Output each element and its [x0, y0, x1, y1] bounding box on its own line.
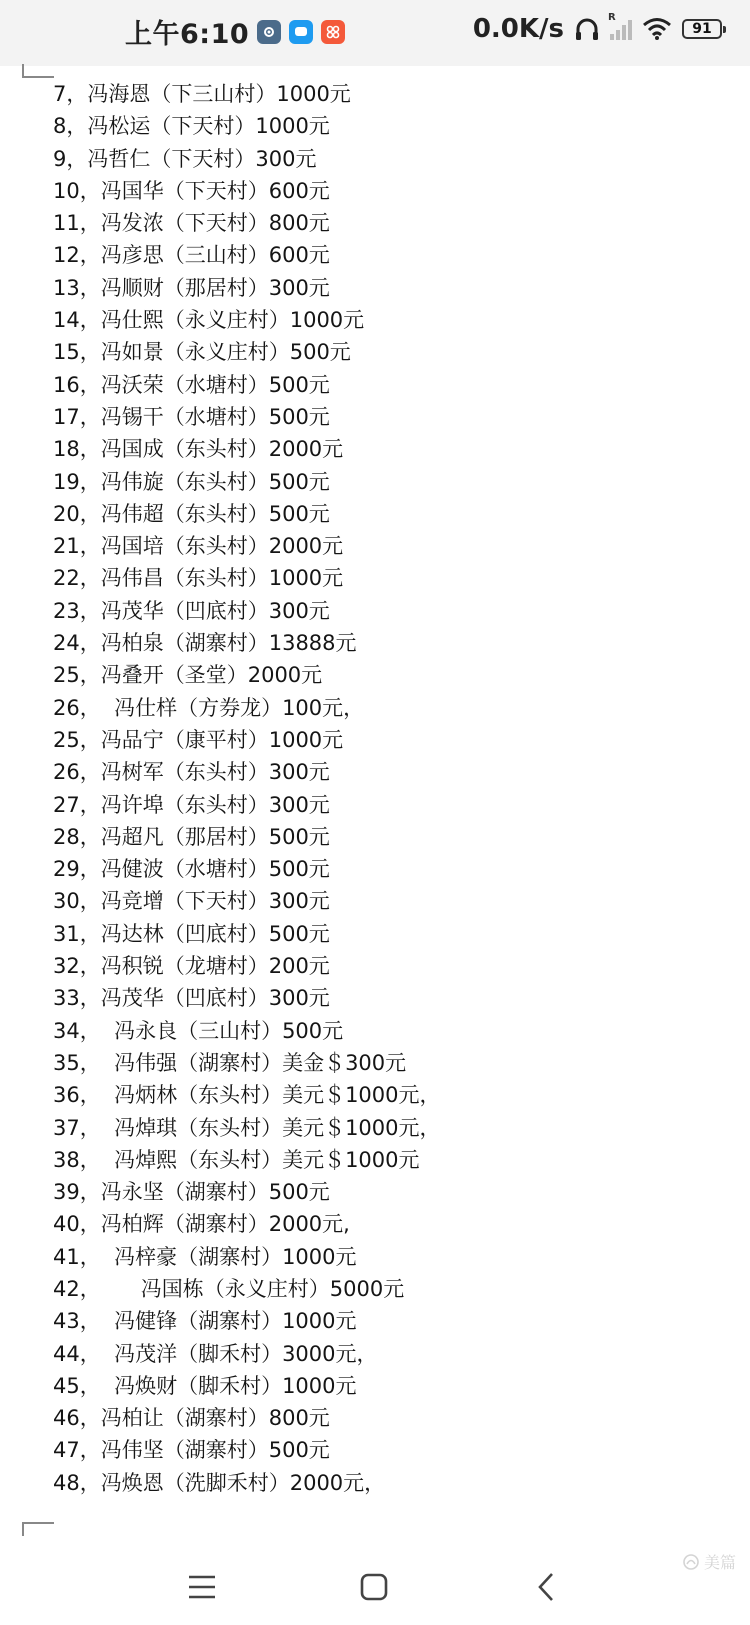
roaming-mark: R: [608, 12, 616, 23]
list-item: 10，冯国华（下天村）600元: [53, 178, 330, 203]
flower-icon: [325, 24, 341, 40]
selection-corner-top: [22, 64, 54, 78]
list-item: 48，冯焕恩（洗脚禾村）2000元，: [53, 1470, 386, 1495]
list-item: 29，冯健波（水塘村）500元: [53, 857, 330, 882]
list-item: 18，冯国成（东头村）2000元: [53, 437, 344, 462]
list-item: 39，冯永坚（湖寨村）500元: [53, 1180, 330, 1205]
list-item: 26，冯树军（东头村）300元: [53, 760, 330, 785]
cell-signal: [608, 12, 632, 40]
message-app-icon: [289, 20, 313, 44]
list-item: 27，冯许埠（东头村）300元: [53, 792, 330, 817]
list-item: 41， 冯梓豪（湖寨村）1000元: [53, 1244, 357, 1269]
list-item: 37， 冯焯琪（东头村）美元＄1000元，: [53, 1115, 441, 1140]
list-item: 9，冯哲仁（下天村）300元: [53, 146, 317, 171]
list-item: 20，冯伟超（东头村）500元: [53, 501, 330, 526]
list-item: 19，冯伟旋（东头村）500元: [53, 469, 330, 494]
list-item: 43， 冯健锋（湖寨村）1000元: [53, 1309, 357, 1334]
watermark: [682, 1550, 736, 1573]
list-item: 45， 冯焕财（脚禾村）1000元: [53, 1373, 357, 1398]
watermark-text: 美篇: [703, 1553, 736, 1572]
list-item: 34， 冯永良（三山村）500元: [53, 1018, 344, 1043]
list-item: 40，冯柏辉（湖寨村）2000元,: [53, 1212, 350, 1237]
list-item: 33，冯茂华（凹底村）300元: [53, 986, 330, 1011]
status-left: [125, 12, 345, 51]
status-bar: [0, 0, 750, 66]
list-item: 46，冯柏让（湖寨村）800元: [53, 1406, 330, 1431]
home-button[interactable]: [354, 1567, 394, 1607]
list-item: 15，冯如景（永义庄村）500元: [53, 340, 351, 365]
list-item: 25，冯叠开（圣堂）2000元: [53, 663, 323, 688]
list-item: 11，冯发浓（下天村）800元: [53, 211, 330, 236]
list-item: 36， 冯炳林（东头村）美元＄1000元，: [53, 1083, 441, 1108]
selection-corner-bottom: [22, 1522, 54, 1536]
list-item: 16，冯沃荣（水塘村）500元: [53, 372, 330, 397]
list-item: 26， 冯仕样（方券龙）100元，: [53, 695, 365, 720]
navigation-bar: [0, 1545, 750, 1625]
list-item: 42， 冯国栋（永义庄村）5000元: [53, 1276, 405, 1301]
list-item: 7，冯海恩（下三山村）1000元: [53, 82, 351, 106]
list-item: 17，冯锡干（水塘村）500元: [53, 404, 330, 429]
list-item: 21，冯国培（东头村）2000元: [53, 534, 344, 559]
list-item: 38， 冯焯熙（东头村）美元＄1000元: [53, 1147, 420, 1172]
wifi-icon: [642, 17, 672, 41]
list-item: 12，冯彦思（三山村）600元: [53, 243, 330, 268]
list-item: 32，冯积锐（龙塘村）200元: [53, 954, 330, 979]
list-item: 22，冯伟昌（东头村）1000元: [53, 566, 344, 591]
menu-icon: [187, 1574, 217, 1600]
list-item: 44， 冯茂洋（脚禾村）3000元，: [53, 1341, 378, 1366]
meipian-app-icon: [321, 20, 345, 44]
list-item: 13，冯顺财（那居村）300元: [53, 275, 330, 300]
gear-icon: [261, 24, 277, 40]
watermark-logo-icon: [682, 1553, 700, 1571]
list-item: 28，冯超凡（那居村）500元: [53, 824, 330, 849]
list-item: 30，冯竞增（下天村）300元: [53, 889, 330, 914]
list-item: 23，冯茂华（凹底村）300元: [53, 598, 330, 623]
clock: 上午6:10: [125, 19, 250, 50]
list-item: 25，冯品宁（康平村）1000元: [53, 727, 344, 752]
list-item: 35， 冯伟强（湖寨村）美金＄300元: [53, 1050, 407, 1075]
network-speed: 0.0K/s: [472, 14, 564, 44]
battery-indicator: 91: [682, 19, 722, 39]
list-item: 24，冯柏泉（湖寨村）13888元: [53, 631, 357, 656]
chat-bubble-icon: [293, 24, 309, 40]
list-item: 14，冯仕熙（永义庄村）1000元: [53, 308, 365, 333]
headphones-icon: [574, 16, 600, 42]
list-item: 31，冯达林（凹底村）500元: [53, 921, 330, 946]
list-item: 47，冯伟坚（湖寨村）500元: [53, 1438, 330, 1463]
list-item: 8，冯松运（下天村）1000元: [53, 114, 330, 139]
menu-button[interactable]: [182, 1567, 222, 1607]
status-right: [473, 14, 722, 44]
home-square-icon: [360, 1573, 388, 1601]
chevron-left-icon: [536, 1572, 556, 1602]
settings-app-icon: [257, 20, 281, 44]
donation-list: [53, 78, 441, 1499]
back-button[interactable]: [526, 1567, 566, 1607]
